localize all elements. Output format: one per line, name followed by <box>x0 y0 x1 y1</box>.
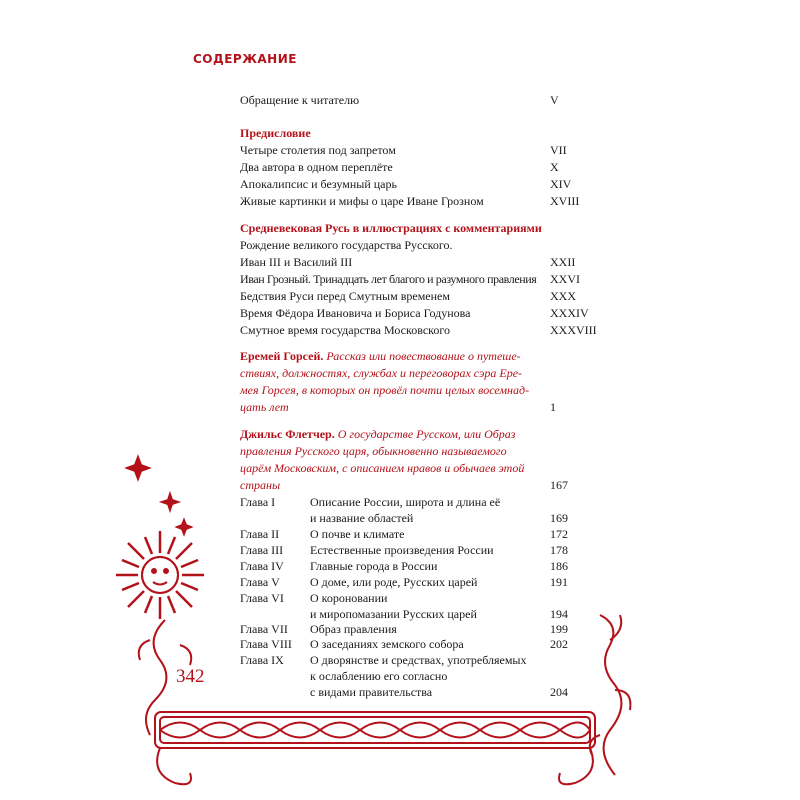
toc-entry <box>240 288 576 305</box>
work-title-line: мея Горсея, в которых он провёл почти целых восемнад- <box>240 383 530 397</box>
sun-icon <box>116 531 204 619</box>
chapter-title: Главные города в России <box>310 559 438 573</box>
chapter-title: О почве и климате <box>310 527 405 541</box>
toc-entry <box>240 271 580 288</box>
chapter-title: Образ правления <box>310 622 397 636</box>
section-title: Предисловие <box>240 126 311 140</box>
entry-title: Иван Грозный. Тринадцать лет благого и разумного правления <box>240 272 537 286</box>
chapter-page: 169 <box>550 511 568 525</box>
star-icon <box>127 457 149 479</box>
entry-title: Четыре столетия под запретом <box>240 143 396 157</box>
chapter-number: Глава IX <box>240 653 284 667</box>
entry-page: XXXIV <box>550 306 589 320</box>
chapter-page: 178 <box>550 543 568 557</box>
chapter-number: Глава V <box>240 575 280 589</box>
entry-page: XXVI <box>550 272 580 286</box>
entry-title: Время Фёдора Ивановича и Бориса Годунова <box>240 306 471 320</box>
toc-entry <box>240 305 589 322</box>
entry-page: X <box>550 160 559 174</box>
chapter-number: Глава I <box>240 495 276 509</box>
toc-entry <box>240 322 597 339</box>
work-title-line: правления Русского царя, обыкновенно называемого <box>240 444 507 458</box>
page-number: 342 <box>176 666 205 687</box>
section-heading <box>240 125 570 142</box>
chapter-number: Глава III <box>240 543 284 557</box>
chapter-number: Глава IV <box>240 559 284 573</box>
entry-page: 167 <box>550 478 568 492</box>
entry-page: XIV <box>550 177 572 191</box>
work-title-line: Рассказ или повествование о путеше- <box>323 349 521 363</box>
chapter-title: О заседаниях земского собора <box>310 637 464 651</box>
entry-title: Рождение великого государства Русского. <box>240 238 453 252</box>
chapter-title: О дворянстве и средствах, употребляемых к ослаблению его согласно с видами правительства <box>310 653 527 699</box>
chapter-title: Описание России, широта и длина её и название областей <box>310 495 501 525</box>
chapter-page: 172 <box>550 527 568 541</box>
floral-scroll-icon <box>600 615 621 775</box>
chapter-page: 191 <box>550 575 568 589</box>
chapter-page: 202 <box>550 637 568 651</box>
work-title-line: царём Московским, с описанием нравов и обычаев этой <box>240 461 525 475</box>
author-name: Джильс Флетчер. <box>240 427 335 441</box>
chapter-number: Глава VII <box>240 622 288 636</box>
entry-title: Обращение к читателю <box>240 93 360 107</box>
section-heading <box>240 220 570 237</box>
section-heading <box>240 426 570 494</box>
section-heading <box>240 348 570 416</box>
work-title-line: цать лет <box>240 400 289 414</box>
chapter-page: 204 <box>550 685 568 699</box>
toc-entry <box>240 176 570 193</box>
entry-page: XVIII <box>550 194 580 208</box>
chapter-number: Глава VI <box>240 591 284 605</box>
author-name: Еремей Горсей. <box>240 349 324 363</box>
entry-title: Живые картинки и мифы о царе Иване Грозном <box>240 194 484 208</box>
star-icon <box>162 494 178 510</box>
chapter-number: Глава VIII <box>240 637 292 651</box>
chapter-page: 186 <box>550 559 568 573</box>
chapter-title: О короновании и миропомазании Русских царей <box>310 591 477 621</box>
toc-entry <box>240 193 580 210</box>
entry-page: XXXVIII <box>550 323 597 337</box>
work-title-line: О государстве Русском, или Образ <box>334 427 516 441</box>
entry-page: VII <box>550 143 567 157</box>
chapter-title: О доме, или роде, Русских царей <box>310 575 478 589</box>
entry-title: Бедствия Руси перед Смутным временем <box>240 289 450 303</box>
entry-page: XXX <box>550 289 576 303</box>
section-header-title: СОДЕРЖАНИЕ <box>193 52 297 66</box>
chapter-number: Глава II <box>240 527 280 541</box>
entry-title: Смутное время государства Московского <box>240 323 450 337</box>
entry-title: Иван III и Василий III <box>240 255 353 269</box>
section-title: Средневековая Русь в иллюстрациях с комментариями <box>240 221 542 235</box>
chapter-page: 199 <box>550 622 568 636</box>
chapter-page: 194 <box>550 607 568 621</box>
work-title-line: ствиях, должностях, службах и переговорах сэра Ере- <box>240 366 523 380</box>
toc-entry <box>240 159 570 176</box>
entry-page: V <box>550 93 559 107</box>
entry-page: 1 <box>550 400 556 414</box>
toc-entry <box>240 237 570 254</box>
work-title-line: страны <box>240 478 281 492</box>
toc-entry <box>240 92 570 109</box>
toc-entry <box>240 254 576 271</box>
toc-entry <box>240 142 570 159</box>
chapter-title: Естественные произведения России <box>310 543 494 557</box>
entry-title: Апокалипсис и безумный царь <box>240 177 397 191</box>
entry-page: XXII <box>550 255 576 269</box>
star-icon <box>177 520 191 534</box>
entry-title: Два автора в одном переплёте <box>240 160 393 174</box>
